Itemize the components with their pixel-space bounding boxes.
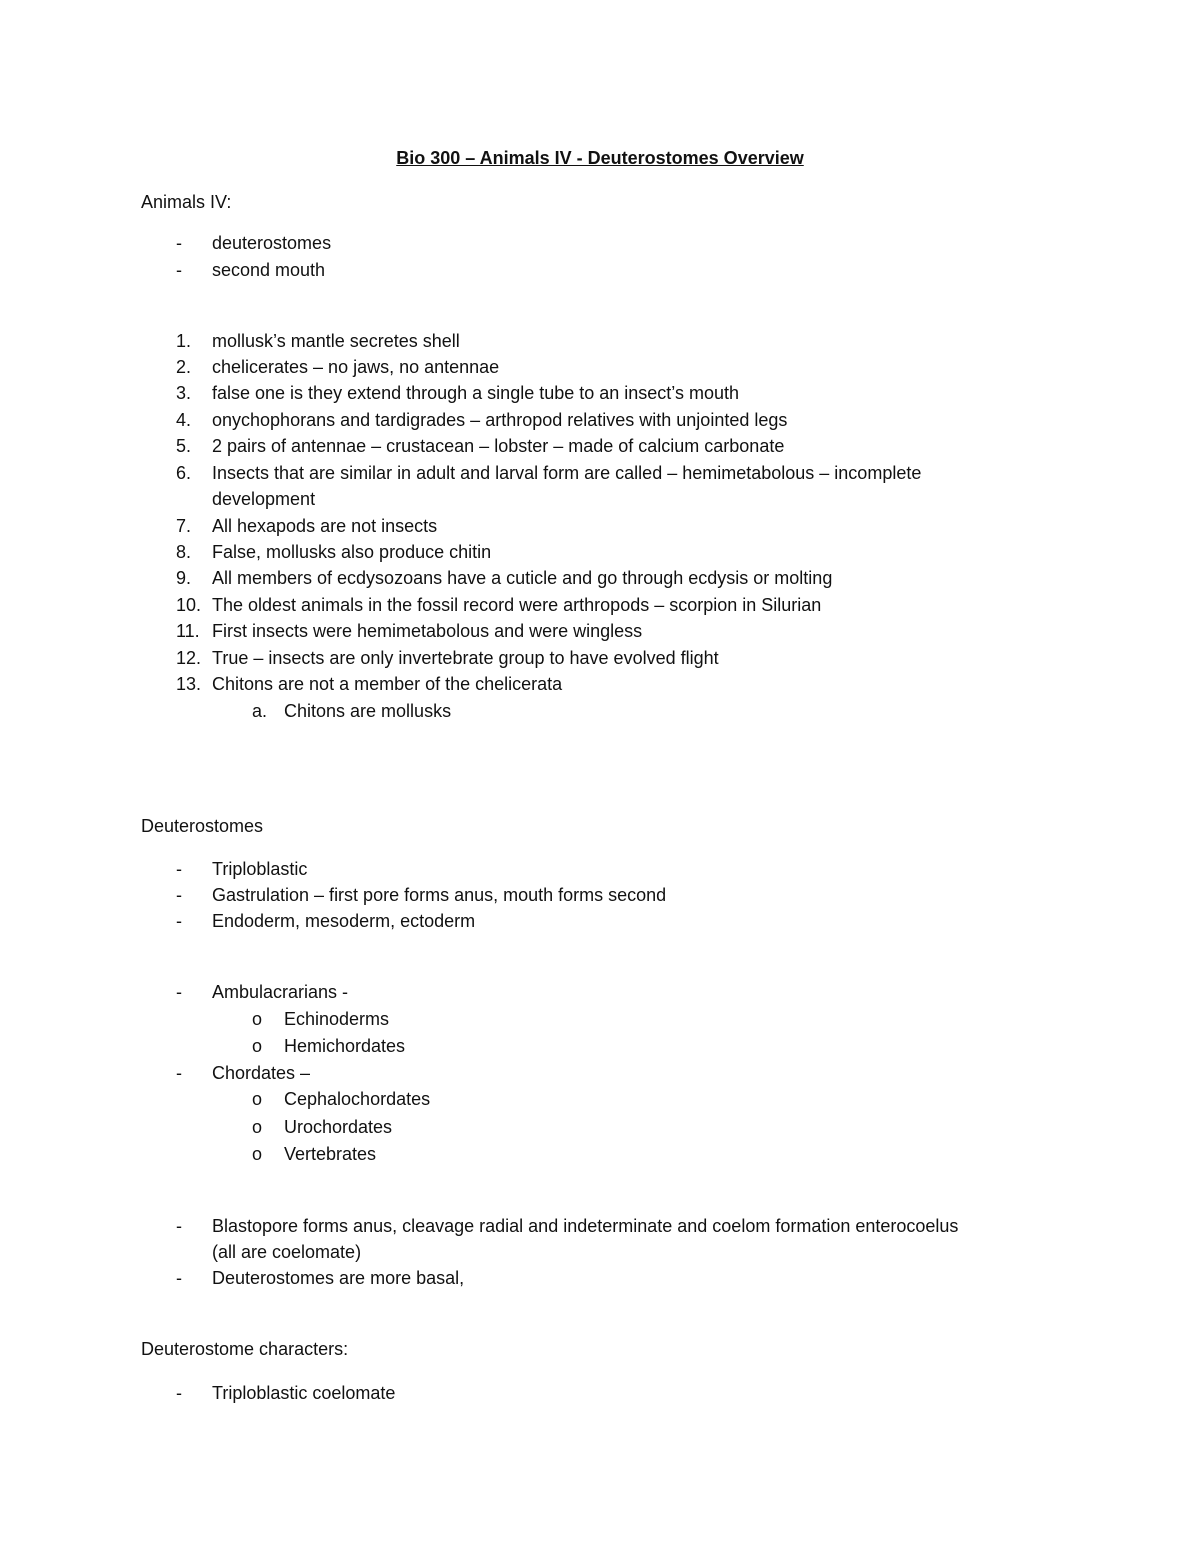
bullet-marker: o bbox=[252, 1117, 263, 1137]
list-item: Triploblastic coelomate bbox=[212, 1383, 396, 1403]
list-item: Endoderm, mesoderm, ectoderm bbox=[212, 911, 476, 931]
sub-list-item: Cephalochordates bbox=[284, 1089, 431, 1109]
list-item: All members of ecdysozoans have a cuticle and go through ecdysis or molting bbox=[212, 568, 833, 588]
dash-marker: - bbox=[176, 1268, 182, 1288]
dash-marker: - bbox=[176, 911, 182, 931]
section-heading-animals-iv: Animals IV: bbox=[141, 192, 232, 212]
list-item: Gastrulation – first pore forms anus, mouth forms second bbox=[212, 885, 667, 905]
dash-marker: - bbox=[176, 1063, 182, 1083]
list-item: chelicerates – no jaws, no antennae bbox=[212, 357, 500, 377]
bullet-marker: o bbox=[252, 1009, 263, 1029]
list-item: false one is they extend through a single tube to an insect’s mouth bbox=[212, 383, 740, 403]
sub-list-item: Echinoderms bbox=[284, 1009, 390, 1029]
bullet-marker: o bbox=[252, 1144, 263, 1164]
dash-marker: - bbox=[176, 885, 182, 905]
list-item: True – insects are only invertebrate group to have evolved flight bbox=[212, 648, 719, 668]
dash-marker: - bbox=[176, 859, 182, 879]
list-number: 9. bbox=[176, 568, 192, 588]
dash-marker: - bbox=[176, 1216, 182, 1236]
dash-marker: - bbox=[176, 233, 182, 253]
list-number: 3. bbox=[176, 383, 192, 403]
list-item: Ambulacrarians - bbox=[212, 982, 349, 1002]
dash-marker: - bbox=[176, 982, 182, 1002]
list-item: second mouth bbox=[212, 260, 326, 280]
sub-list-marker: a. bbox=[252, 701, 268, 721]
list-number: 7. bbox=[176, 516, 192, 536]
list-number: 13. bbox=[176, 674, 202, 694]
sub-list-item: Vertebrates bbox=[284, 1144, 377, 1164]
list-item-continuation: (all are coelomate) bbox=[212, 1242, 362, 1262]
list-item: Chordates – bbox=[212, 1063, 311, 1083]
list-number: 12. bbox=[176, 648, 202, 668]
list-number: 6. bbox=[176, 463, 192, 483]
list-item: Triploblastic bbox=[212, 859, 308, 879]
list-item: Deuterostomes are more basal, bbox=[212, 1268, 465, 1288]
list-number: 11. bbox=[176, 621, 200, 641]
bullet-marker: o bbox=[252, 1089, 263, 1109]
list-item-continuation: development bbox=[212, 489, 316, 509]
list-item: 2 pairs of antennae – crustacean – lobster – made of calcium carbonate bbox=[212, 436, 785, 456]
list-item: First insects were hemimetabolous and were wingless bbox=[212, 621, 643, 641]
list-number: 5. bbox=[176, 436, 192, 456]
list-item: mollusk’s mantle secretes shell bbox=[212, 331, 460, 351]
dash-marker: - bbox=[176, 260, 182, 280]
list-number: 2. bbox=[176, 357, 192, 377]
sub-list-item: Hemichordates bbox=[284, 1036, 406, 1056]
list-number: 10. bbox=[176, 595, 202, 615]
document-title: Bio 300 – Animals IV - Deuterostomes Overview bbox=[396, 148, 804, 168]
list-number: 1. bbox=[176, 331, 192, 351]
sub-list-item: Urochordates bbox=[284, 1117, 393, 1137]
list-item: Insects that are similar in adult and larval form are called – hemimetabolous – incomplete bbox=[212, 463, 922, 483]
list-number: 8. bbox=[176, 542, 192, 562]
section-heading-deuterostome-characters: Deuterostome characters: bbox=[141, 1339, 349, 1359]
list-item: onychophorans and tardigrades – arthropod relatives with unjointed legs bbox=[212, 410, 788, 430]
sub-list-item: Chitons are mollusks bbox=[284, 701, 452, 721]
list-item: False, mollusks also produce chitin bbox=[212, 542, 492, 562]
bullet-marker: o bbox=[252, 1036, 263, 1056]
list-item: Chitons are not a member of the chelicerata bbox=[212, 674, 563, 694]
list-item: deuterostomes bbox=[212, 233, 332, 253]
dash-marker: - bbox=[176, 1383, 182, 1403]
list-item: All hexapods are not insects bbox=[212, 516, 438, 536]
list-number: 4. bbox=[176, 410, 192, 430]
list-item: Blastopore forms anus, cleavage radial and indeterminate and coelom formation enterocoelus bbox=[212, 1216, 959, 1236]
list-item: The oldest animals in the fossil record were arthropods – scorpion in Silurian bbox=[212, 595, 822, 615]
section-heading-deuterostomes: Deuterostomes bbox=[141, 816, 264, 836]
